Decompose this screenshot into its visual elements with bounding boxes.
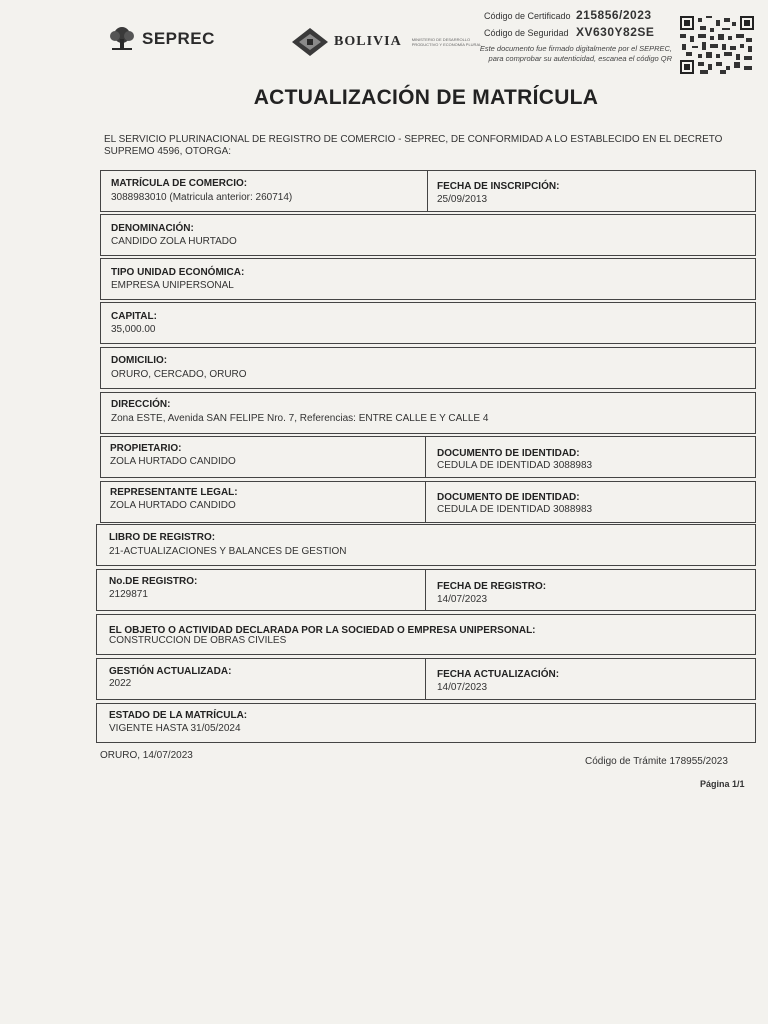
fecha-actualizacion-label: FECHA ACTUALIZACIÓN:	[437, 669, 560, 680]
estado-label: ESTADO DE LA MATRÍCULA:	[109, 710, 248, 721]
doc-representante-label: DOCUMENTO DE IDENTIDAD:	[437, 492, 580, 503]
bolivia-emblem-icon	[290, 26, 330, 58]
estado-value: VIGENTE HASTA 31/05/2024	[109, 723, 241, 734]
capital-label: CAPITAL:	[111, 311, 157, 322]
box-gestion	[96, 658, 756, 700]
box-denominacion	[100, 214, 756, 256]
denominacion-value: CANDIDO ZOLA HURTADO	[111, 236, 237, 247]
doc-representante-value: CEDULA DE IDENTIDAD 3088983	[437, 504, 593, 515]
denominacion-label: DENOMINACIÓN:	[111, 223, 194, 234]
doc-propietario-value: CEDULA DE IDENTIDAD 3088983	[437, 460, 593, 471]
libro-value: 21-ACTUALIZACIONES Y BALANCES DE GESTION	[109, 546, 347, 557]
domicilio-label: DOMICILIO:	[111, 355, 168, 366]
matricula-value: 3088983010 (Matricula anterior: 260714)	[111, 192, 293, 203]
box-registro	[96, 569, 756, 611]
direccion-value: Zona ESTE, Avenida SAN FELIPE Nro. 7, Referencias: ENTRE CALLE E Y CALLE 4	[111, 413, 489, 424]
box-matricula	[100, 170, 756, 212]
libro-label: LIBRO DE REGISTRO:	[109, 532, 216, 543]
propietario-label: PROPIETARIO:	[110, 443, 182, 454]
representante-value: ZOLA HURTADO CANDIDO	[110, 500, 236, 511]
fecha-actualizacion-value: 14/07/2023	[437, 682, 488, 693]
box-tipo-unidad	[100, 258, 756, 300]
box-propietario	[100, 436, 756, 478]
tipo-unidad-value: EMPRESA UNIPERSONAL	[111, 280, 234, 291]
tipo-unidad-label: TIPO UNIDAD ECONÓMICA:	[111, 267, 245, 278]
box-libro	[96, 524, 756, 566]
direccion-label: DIRECCIÓN:	[111, 399, 171, 410]
security-code-label: Código de Seguridad	[484, 28, 569, 38]
certificate-code-label: Código de Certificado	[484, 11, 571, 21]
certificate-code-value: 215856/2023	[576, 8, 652, 22]
box-estado	[96, 703, 756, 743]
box-domicilio	[100, 347, 756, 389]
gestion-label: GESTIÓN ACTUALIZADA:	[109, 666, 232, 677]
no-registro-label: No.DE REGISTRO:	[109, 576, 198, 587]
box-representante	[100, 481, 756, 523]
document-title: ACTUALIZACIÓN DE MATRÍCULA	[253, 86, 599, 109]
no-registro-value: 2129871	[109, 589, 148, 600]
box-objeto	[96, 614, 756, 655]
fecha-registro-value: 14/07/2023	[437, 594, 488, 605]
seprec-logo	[106, 26, 215, 52]
capital-value: 35,000.00	[111, 324, 156, 335]
propietario-value: ZOLA HURTADO CANDIDO	[110, 456, 236, 467]
box-capital	[100, 302, 756, 344]
page-number: Página 1/1	[700, 779, 745, 789]
objeto-value: CONSTRUCCION DE OBRAS CIVILES	[109, 635, 287, 646]
fecha-inscripcion-value: 25/09/2013	[437, 194, 488, 205]
fecha-registro-label: FECHA DE REGISTRO:	[437, 581, 547, 592]
matricula-label: MATRÍCULA DE COMERCIO:	[111, 178, 248, 189]
seprec-logo-text: SEPREC	[142, 29, 215, 48]
representante-label: REPRESENTANTE LEGAL:	[110, 487, 238, 498]
intro-text: EL SERVICIO PLURINACIONAL DE REGISTRO DE COMERCIO - SEPREC, DE CONFORMIDAD A LO ESTABLECIDO EN EL DECRETO SUPREMO 4596, OTORGA:	[104, 134, 723, 157]
box-direccion	[100, 392, 756, 434]
qr-code-icon[interactable]	[680, 16, 754, 74]
place-date: ORURO, 14/07/2023	[100, 750, 193, 761]
doc-propietario-label: DOCUMENTO DE IDENTIDAD:	[437, 448, 580, 459]
bolivia-logo-subtext: MINISTERIO DE DESARROLLO PRODUCTIVO Y ECONOMÍA PLURAL	[411, 37, 482, 47]
gestion-value: 2022	[109, 678, 132, 689]
domicilio-value: ORURO, CERCADO, ORURO	[111, 369, 247, 380]
bolivia-logo	[290, 26, 492, 58]
certificate-codes	[484, 8, 655, 39]
digital-signature-note: Este documento fue firmado digitalmente por el SEPREC, para comprobar su autenticidad, escanea el código QR	[479, 44, 672, 63]
seprec-tree-icon	[106, 26, 138, 52]
security-code-value: XV630Y82SE	[576, 25, 655, 39]
objeto-label: EL OBJETO O ACTIVIDAD DECLARADA POR LA SOCIEDAD O EMPRESA UNIPERSONAL:	[109, 625, 536, 636]
fecha-inscripcion-label: FECHA DE INSCRIPCIÓN:	[437, 181, 560, 192]
tramite-code: Código de Trámite 178955/2023	[585, 756, 728, 767]
bolivia-logo-text: BOLIVIA	[334, 34, 402, 49]
